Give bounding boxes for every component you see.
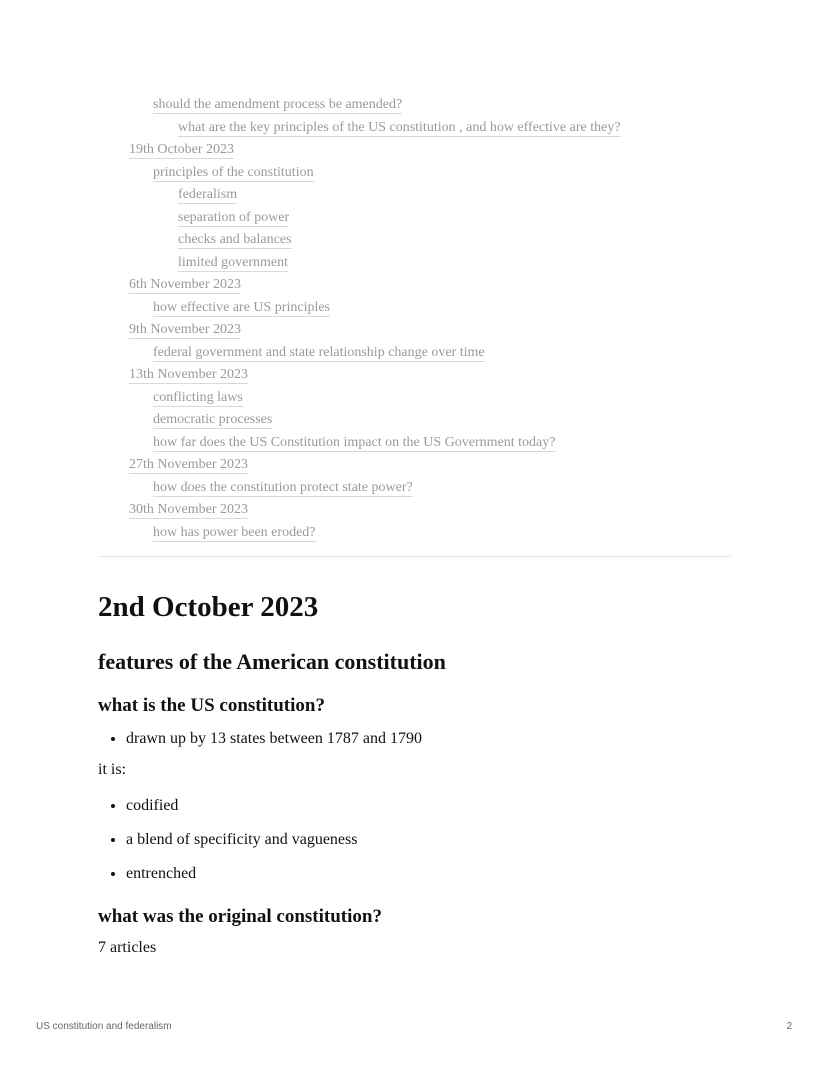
- toc-link[interactable]: [153, 164, 314, 182]
- original-text: 7 articles: [98, 939, 157, 956]
- toc-link-label: principles of the constitution: [153, 165, 314, 180]
- toc-link-label: 30th November 2023: [129, 502, 248, 517]
- toc-link-label: how far does the US Constitution impact on the US Government today?: [153, 435, 556, 450]
- toc-link-label: separation of power: [178, 210, 290, 225]
- toc-link[interactable]: [153, 411, 272, 429]
- toc-link[interactable]: [129, 141, 234, 159]
- toc-link[interactable]: [178, 186, 237, 204]
- toc-link-label: 6th November 2023: [129, 277, 241, 292]
- toc-link[interactable]: [153, 96, 402, 114]
- toc-link-label: how has power been eroded?: [153, 525, 316, 540]
- list-item: • codified: [126, 795, 738, 817]
- it-is-label: it is:: [98, 761, 127, 778]
- toc-link-label: checks and balances: [178, 232, 292, 247]
- list-item: • drawn up by 13 states between 1787 and 1790: [126, 728, 738, 750]
- toc-link-label: how does the constitution protect state power?: [153, 480, 413, 495]
- toc-link[interactable]: [129, 456, 248, 474]
- toc-link[interactable]: [129, 501, 248, 519]
- toc-link-label: federalism: [178, 187, 238, 202]
- toc-link-label: 19th October 2023: [129, 142, 234, 157]
- toc-link[interactable]: [178, 254, 288, 272]
- toc-link[interactable]: [129, 366, 248, 384]
- subheading-original: what was the original constitution?: [98, 906, 382, 927]
- toc-link[interactable]: [153, 524, 316, 542]
- toc-link-label: federal government and state relationship change over time: [153, 345, 485, 360]
- toc-link[interactable]: [153, 299, 330, 317]
- toc-link[interactable]: [129, 276, 241, 294]
- main-content: [98, 586, 738, 959]
- toc-link-label: should the amendment process be amended?: [153, 97, 403, 112]
- toc-link-label: how effective are US principles: [153, 300, 331, 315]
- toc-link[interactable]: [153, 344, 485, 362]
- toc-link[interactable]: [178, 209, 289, 227]
- toc-link[interactable]: [153, 479, 413, 497]
- bullet-list-it-is: [98, 795, 738, 885]
- toc-link[interactable]: [178, 231, 292, 249]
- bullet-list-what-is: [98, 728, 738, 750]
- section-divider: [98, 556, 731, 557]
- toc-link[interactable]: [129, 321, 241, 339]
- footer-title: US constitution and federalism: [36, 1021, 172, 1032]
- subheading-what-is: what is the US constitution?: [98, 695, 325, 716]
- date-heading: 2nd October 2023: [98, 591, 319, 623]
- toc-link[interactable]: [178, 119, 621, 137]
- list-item: • entrenched: [126, 863, 738, 885]
- toc-link-label: what are the key principles of the US constitution , and how effective are they?: [178, 120, 621, 135]
- section-heading: features of the American constitution: [98, 649, 446, 674]
- toc-link-label: 13th November 2023: [129, 367, 248, 382]
- list-item: • a blend of specificity and vagueness: [126, 829, 738, 851]
- toc-link[interactable]: [153, 434, 555, 452]
- toc-link-label: 9th November 2023: [129, 322, 241, 337]
- toc-link-label: 27th November 2023: [129, 457, 248, 472]
- toc-link-label: limited government: [178, 255, 289, 270]
- toc-link-label: conflicting laws: [153, 390, 243, 405]
- page-number: 2: [786, 1021, 792, 1032]
- toc-link[interactable]: [153, 389, 243, 407]
- toc-link-label: democratic processes: [153, 412, 273, 427]
